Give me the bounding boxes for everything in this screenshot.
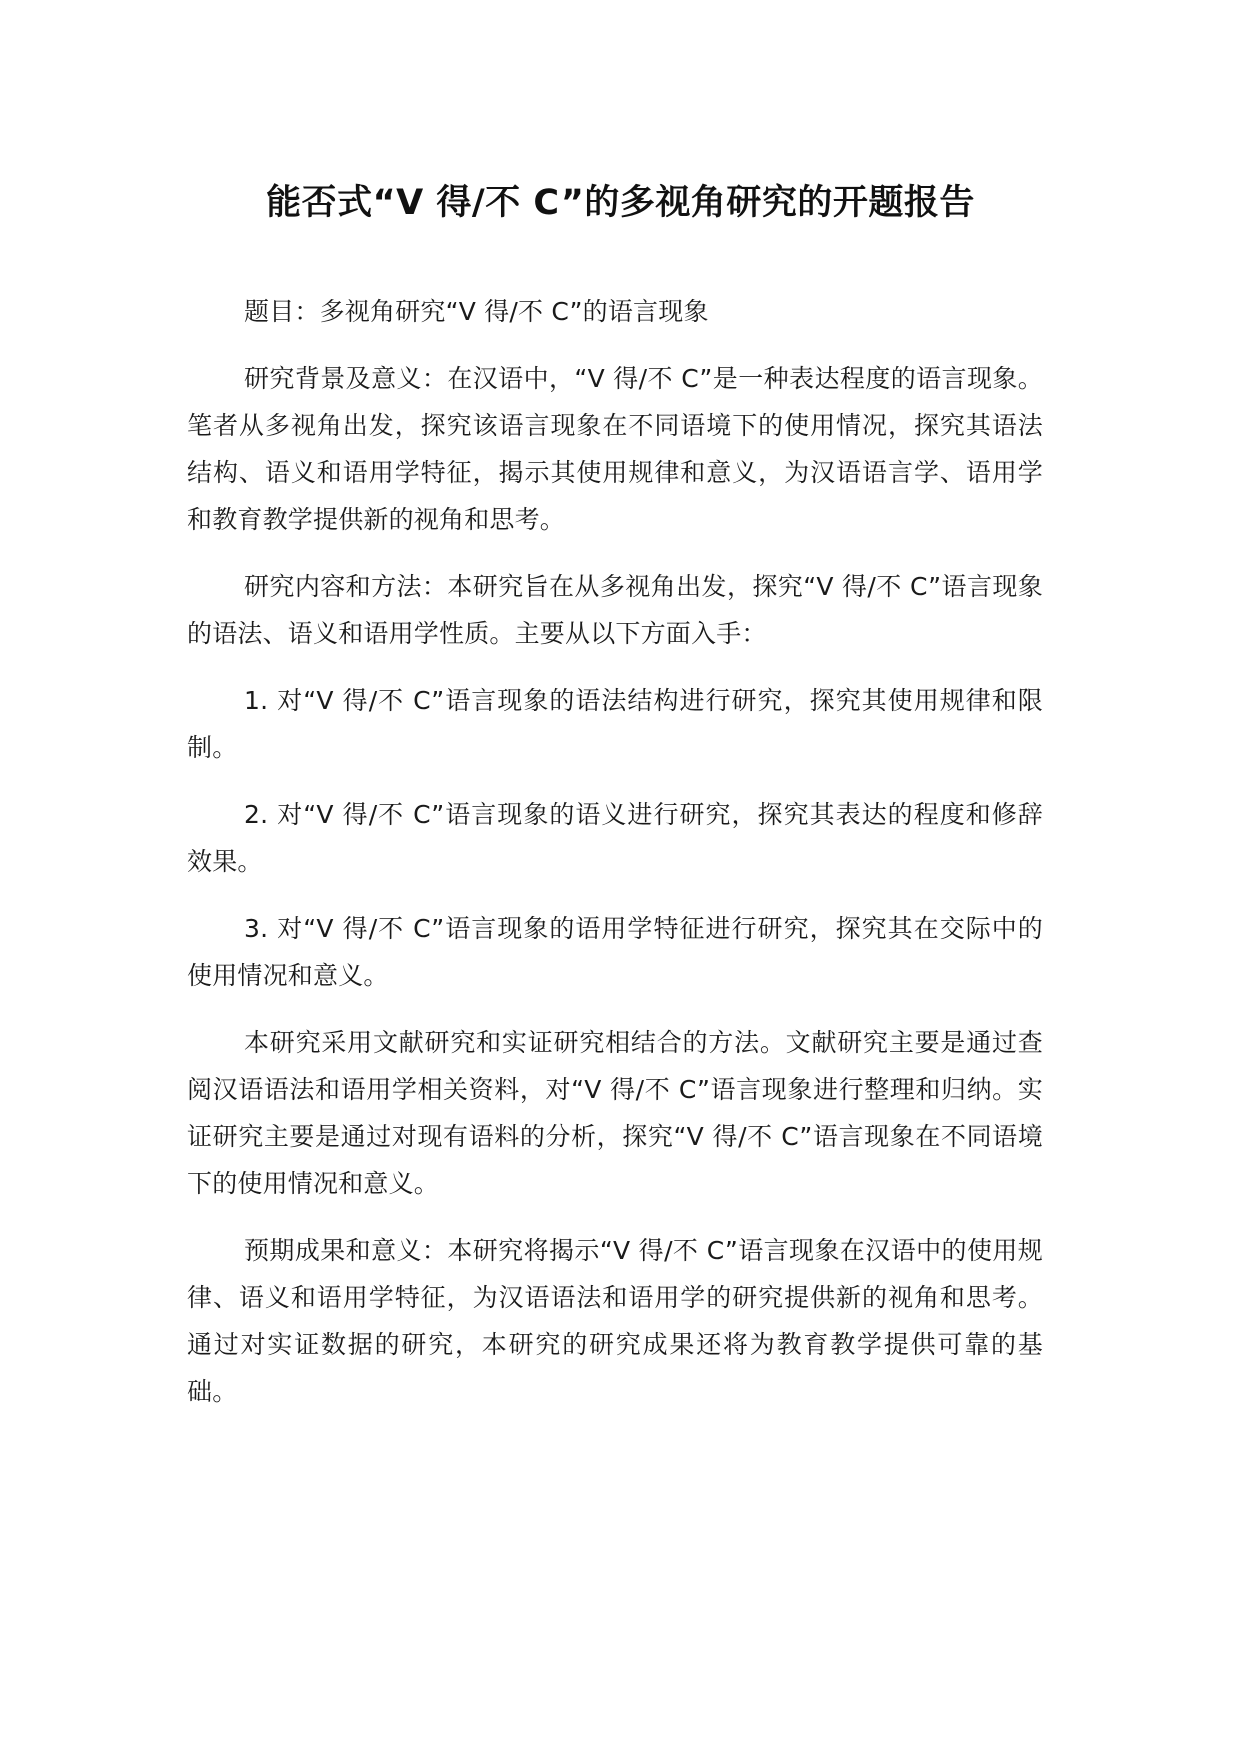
paragraph-methodology: 本研究采用文献研究和实证研究相结合的方法。文献研究主要是通过查阅汉语语法和语用学相关资料，对“V 得/不 C”语言现象进行整理和归纳。实证研究主要是通过对现有语料的分析，探究“V 得/不 C”语言现象在不同语境下的使用情况和意义。: [187, 1028, 1043, 1198]
document-title: 能否式“V 得/不 C”的多视角研究的开题报告: [266, 183, 975, 223]
paragraph-item-3: 3. 对“V 得/不 C”语言现象的语用学特征进行研究，探究其在交际中的使用情况和意义。: [187, 914, 1043, 990]
paragraph-item-1: 1. 对“V 得/不 C”语言现象的语法结构进行研究，探究其使用规律和限制。: [187, 686, 1043, 762]
document-body: [187, 288, 1043, 1435]
paragraph-expected-results: 预期成果和意义：本研究将揭示“V 得/不 C”语言现象在汉语中的使用规律、语义和语用学特征，为汉语语法和语用学的研究提供新的视角和思考。通过对实证数据的研究，本研究的研究成果还将为教育教学提供可靠的基础。: [187, 1236, 1043, 1406]
paragraph-topic: 题目：多视角研究“V 得/不 C”的语言现象: [244, 297, 709, 326]
paragraph-item-2: 2. 对“V 得/不 C”语言现象的语义进行研究，探究其表达的程度和修辞效果。: [187, 800, 1043, 876]
paragraph-background: 研究背景及意义：在汉语中，“V 得/不 C”是一种表达程度的语言现象。笔者从多视角出发，探究该语言现象在不同语境下的使用情况，探究其语法结构、语义和语用学特征，揭示其使用规律和意义，为汉语语言学、语用学和教育教学提供新的视角和思考。: [187, 364, 1043, 534]
paragraph-content-methods: 研究内容和方法：本研究旨在从多视角出发，探究“V 得/不 C”语言现象的语法、语义和语用学性质。主要从以下方面入手：: [187, 572, 1043, 648]
